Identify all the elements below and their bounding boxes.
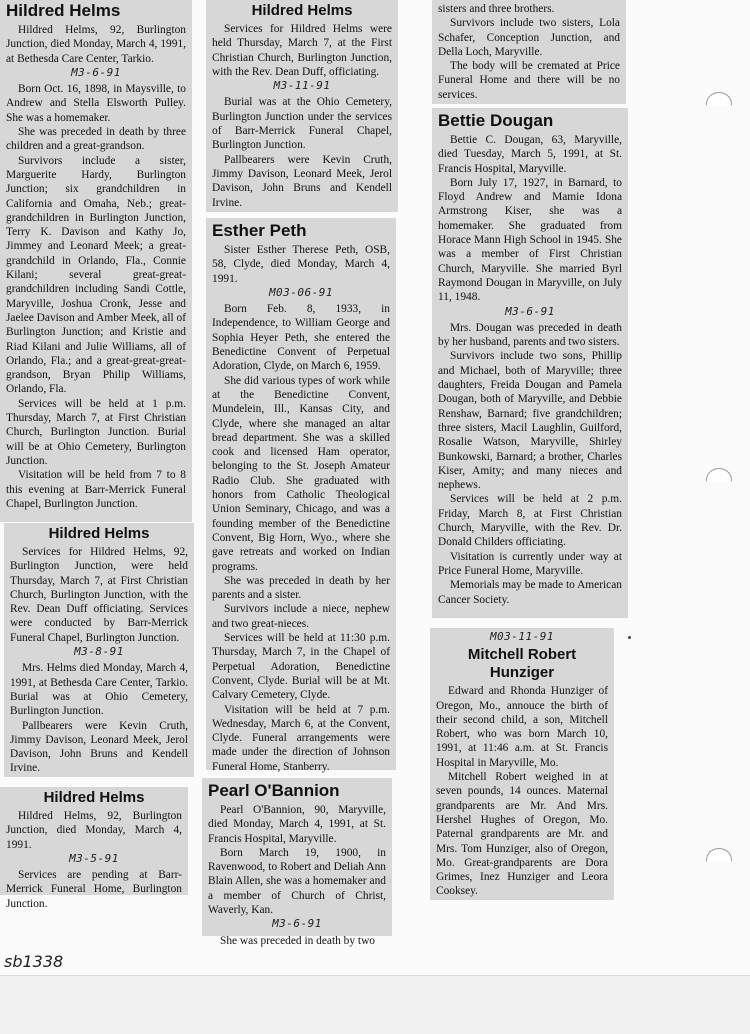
handwritten-date: M3-5-91: [69, 851, 119, 865]
page-bottom-edge: [0, 975, 750, 1034]
handwritten-date: M3-8-91: [74, 645, 124, 659]
clipping-paragraph: Services will be held at 11:30 p.m. Thursday, March 7, in the Chapel of Perpetual Adoration, Benedictine Convent, Clyde. Burial will be at Mt. Calvary Cemetery, Clyde.: [212, 632, 390, 702]
clipping-paragraph: sisters and three brothers.: [438, 3, 555, 15]
obituary-clipping-hildred-helms-4: [0, 787, 188, 910]
clipping-paragraph: Edward and Rhonda Hunziger of Oregon, Mo., annouce the birth of their second child, a son, Mitchell Robert, who was born March 10, 1991, at 11:46 a.m. at St. Francis Hospital in Maryville, Mo.: [436, 685, 608, 769]
obituary-clipping-esther-peth: [206, 218, 396, 773]
clipping-paragraph: Sister Esther Therese Peth, OSB, 58, Clyde, died Monday, March 4, 1991.: [212, 244, 390, 285]
clipping-paragraph: Born March 19, 1900, in Ravenwood, to Robert and Deliah Ann Blain Allen, she was a homemaker and a member of Church of Christ, Waverly, Kan.: [208, 846, 386, 917]
clipping-paragraph: Services will be held at 1 p.m. Thursday, March 7, at First Christian Church, Burlington Junction. Burial will be at Ohio Cemetery, Burlington Junction.: [6, 397, 186, 467]
scrapbook-page-code: sb1338: [4, 952, 64, 971]
birth-announcement-mitchell-hunziger: [430, 628, 614, 900]
clipping-paragraph: Services for Hildred Helms, 92, Burlington Junction, were held Thursday, March 7, at First Christian Church, Burlington Junction, with the Rev. Dean Duff officiating. Services were conducted by Barr-Merrick Funeral Chapel, Burlington Junction.: [10, 546, 188, 644]
clipping-paragraph: Bettie C. Dougan, 63, Maryville, died Tuesday, March 5, 1991, at St. Francis Hospital, Maryville.: [438, 134, 622, 175]
clipping-heading: Hildred Helms: [43, 789, 145, 806]
speck: [628, 636, 631, 639]
clipping-paragraph: Services for Hildred Helms were held Thursday, March 7, at the First Christian Church, Burlington Junction, with the Rev. Dean Duff, officiating.: [212, 23, 392, 78]
clipping-heading: Mitchell Robert Hunziger: [467, 646, 577, 682]
handwritten-date: M03-11-91: [489, 630, 555, 643]
clipping-heading: Hildred Helms: [251, 2, 353, 19]
clipping-paragraph: Visitation will be held at 7 p.m. Wednesday, March 6, at the Convent, Clyde. Funeral arrangements were made under the direction of Johnson Funeral Home, Stanberry.: [212, 703, 390, 773]
clipping-paragraph: Hildred Helms, 92, Burlington Junction, died Monday, March 4, 1991.: [6, 810, 182, 851]
clipping-paragraph: Pallbearers were Kevin Cruth, Jimmy Davison, Leonard Meek, Jerol Davison, John Bruns and Kendell Irvine.: [212, 153, 392, 209]
clipping-paragraph: Survivors include a sister, Marguerite Hardy, Burlington Junction; six grandchildren in California and Omaha, Neb.; great-grandchildren in Burlington Junction, Terry K. Davison and Kathy Jo, Jimmey and Leonard Meek; a great-grandchild in Orlando, Fla., Connie Kilani; several great-great-grandchildren including Sandi Cottle, Maryville, Joshua Cronk, Jesse and Jaelee Davison and Amber Meek, all of Burlington Junction; and Kristie and Riad Kilani and Julie Williams, all of Orlando, Fla.; and a great-great-great-grandson, Bryan Philip Williams, Orlando, Fla.: [6, 154, 186, 396]
clipping-paragraph: Services will be held at 2 p.m. Friday, March 8, at First Christian Church, Maryville, with the Rev. Dr. Donald Childers officiating.: [438, 493, 622, 549]
handwritten-date: M03-06-91: [268, 285, 334, 299]
clipping-paragraph: Pearl O'Bannion, 90, Maryville, died Monday, March 4, 1991, at St. Francis Hospital, Maryville.: [208, 804, 386, 845]
clipping-paragraph: Services are pending at Barr-Merrick Funeral Home, Burlington Junction.: [6, 869, 182, 910]
clipping-paragraph: Survivors include two sons, Phillip and Michael, both of Maryville; three daughters, Freida Dougan and Pamela Dougan, both of Maryville, and Debbie Renshaw, Barnard; five grandchildren; three sisters, Macil Laughlin, Guilford, Rosalie Watson, Maryville, Shirley Bunkowski, Barnard; a brother, Charles Kiser, Amity; and many nieces and nephews.: [438, 350, 622, 492]
clipping-paragraph: Born Feb. 8, 1933, in Independence, to William George and Sophia Heyer Peth, she entered the Benedictine Convent of Perpetual Adoration, Clyde, on March 6, 1959.: [212, 303, 390, 373]
clipping-paragraph: She was preceded in death by her parents and a sister.: [212, 574, 390, 602]
clipping-paragraph: Survivors include two sisters, Lola Schafer, Conception Junction, and Della Loch, Maryville.: [438, 17, 620, 58]
clipping-paragraph: She did various types of work while at the Benedictine Convent, Mundelein, Ill., Kansas City, and Clyde, where she managed an altar bread department. She was a skilled cook and licensed Ham operator, belonging to the St. Joseph Amateur Radio Club. She graduated with honors from Catholic Theological Union Seminary, Chicago, and was a founding member of the Benedictine Convent, Big Horn, Wyo., where she gave retreats and worked on Indian programs.: [212, 374, 390, 573]
clipping-paragraph: Mrs. Dougan was preceded in death by her husband, parents and two sisters.: [438, 321, 622, 349]
handwritten-date: M3-6-91: [505, 304, 555, 318]
clipping-paragraph: Pallbearers were Kevin Cruth, Jimmy Davison, Leonard Meek, Jerol Davison, John Bruns and Kendell Irvine.: [10, 719, 188, 775]
clipping-paragraph: She was preceded in death by three children and a great-grandson.: [6, 126, 186, 153]
obituary-clipping-continuation: [432, 0, 626, 104]
clipping-paragraph: Mrs. Helms died Monday, March 4, 1991, at Bethesda Care Center, Tarkio. Burial was at Ohio Cemetery, Burlington Junction.: [10, 662, 188, 718]
clipping-heading: Hildred Helms: [48, 525, 150, 542]
clipping-heading: Pearl O'Bannion: [208, 781, 340, 800]
obituary-clipping-hildred-helms-1: [0, 0, 192, 522]
clipping-heading: Hildred Helms: [6, 1, 121, 20]
clipping-paragraph: Hildred Helms, 92, Burlington Junction, died Monday, March 4, 1991, at Bethesda Care Center, Tarkio.: [6, 24, 186, 65]
handwritten-date: M3-11-91: [273, 79, 331, 93]
obituary-clipping-bettie-dougan: [432, 108, 628, 618]
clipping-paragraph: Visitation will be held from 7 to 8 this evening at Barr-Merrick Funeral Chapel, Burlington Junction.: [6, 469, 186, 510]
clipping-paragraph: Mitchell Robert weighed in at seven pounds, 14 ounces. Maternal grandparents are Mr. And Mrs. Hershel Hughes of Oregon, Mo. Paternal grandparents are Mr. and Mrs. Tom Hunziger, also of Oregon, Mo. Great-grandparents are Dora Grimes, Inez Hunziger and Leora Cooksey.: [436, 771, 608, 898]
clipping-paragraph: Survivors include a niece, nephew and two great-nieces.: [212, 603, 390, 630]
clipping-paragraph: Memorials may be made to American Cancer Society.: [438, 579, 622, 606]
clipping-paragraph: She was preceded in death by two: [220, 934, 375, 947]
obituary-clipping-pearl-obannion: [202, 778, 392, 947]
clipping-heading: Esther Peth: [212, 221, 307, 240]
clipping-heading: Bettie Dougan: [438, 111, 554, 130]
handwritten-date: M3-6-91: [71, 65, 121, 79]
clipping-paragraph: Burial was at the Ohio Cemetery, Burlington Junction under the services of Barr-Merrick Funeral Chapel, Burlington Junction.: [212, 96, 392, 152]
clipping-paragraph: Born July 17, 1927, in Barnard, to Floyd Andrew and Mamie Idona Armstrong Kiser, she was a homemaker. She graduated from Horace Mann High School in 1945. She was a member of First Christian Church, Maryville. She married Byrl Raymond Dougan in Maryville, on July 11, 1948.: [438, 176, 622, 304]
obituary-clipping-hildred-helms-3: [4, 523, 194, 777]
clipping-paragraph: Visitation is currently under way at Price Funeral Home, Maryville.: [438, 550, 622, 577]
clipping-paragraph: Born Oct. 16, 1898, in Maysville, to Andrew and Stella Elsworth Pulley. She was a homemaker.: [6, 83, 186, 124]
clipping-paragraph: The body will be cremated at Price Funeral Home and there will be no services.: [438, 60, 620, 101]
obituary-clipping-hildred-helms-2: [206, 0, 398, 212]
handwritten-date: M3-6-91: [272, 917, 322, 931]
